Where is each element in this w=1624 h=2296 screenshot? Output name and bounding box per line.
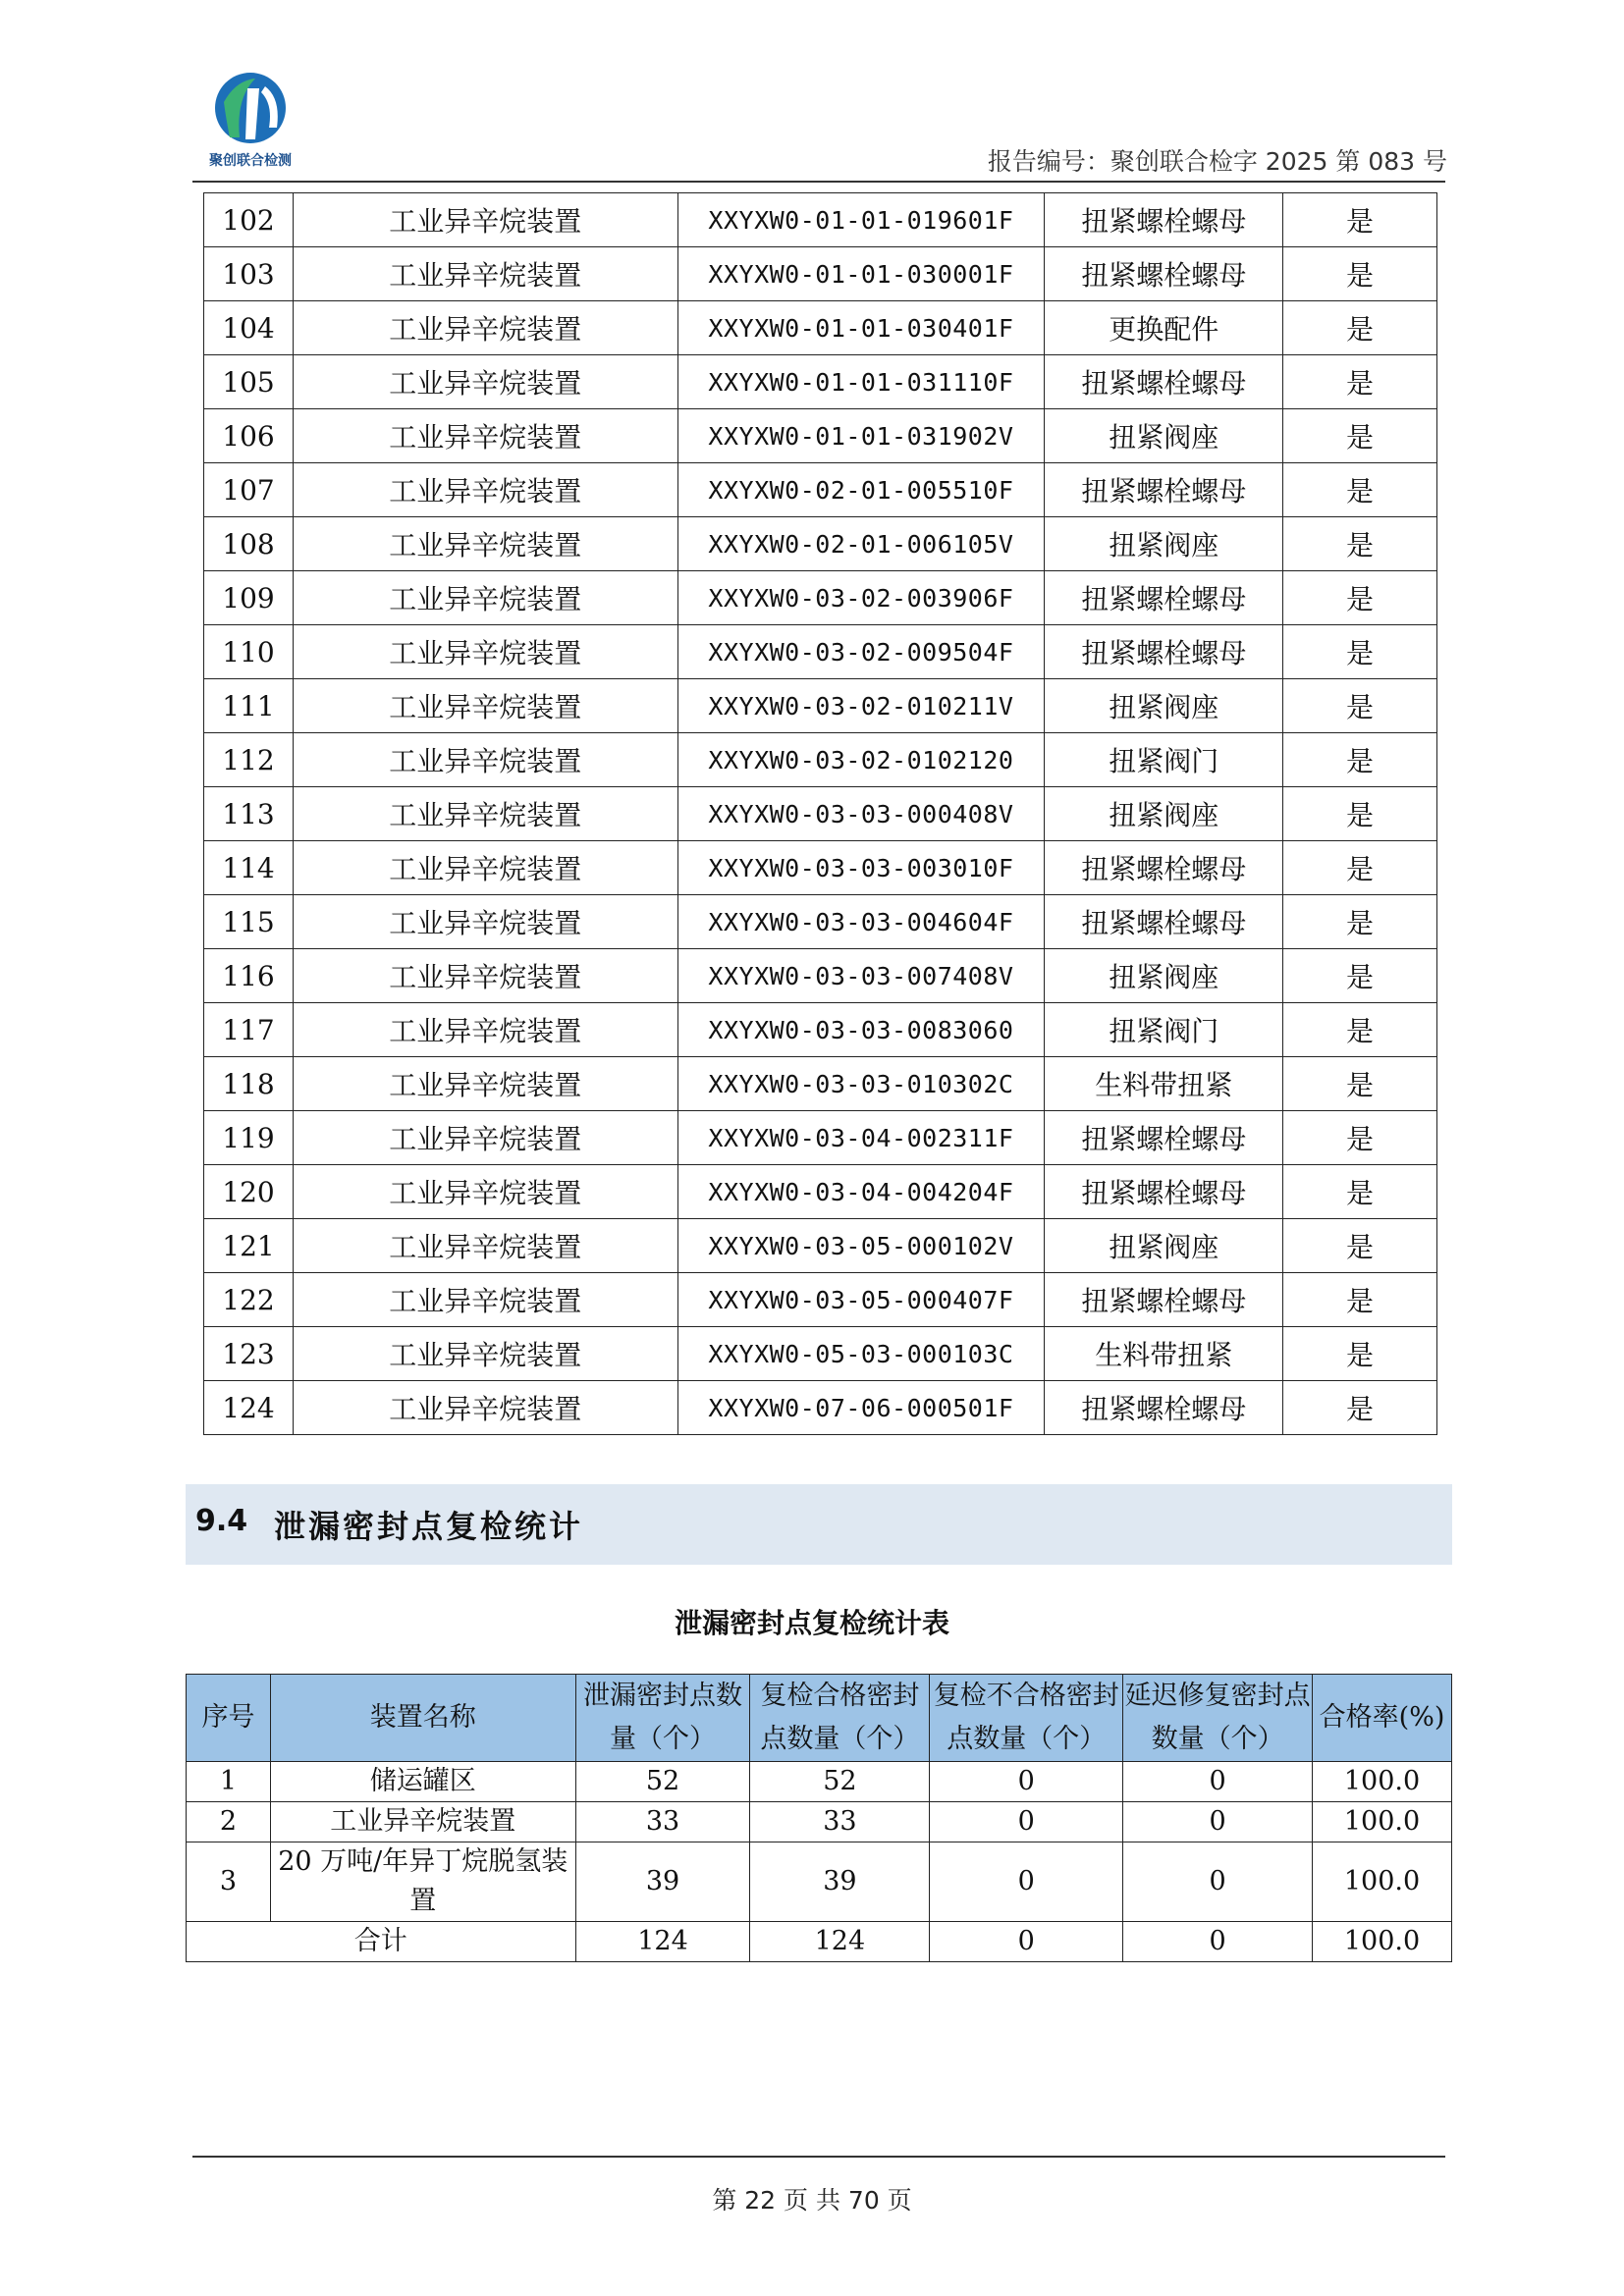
row-number: 104 bbox=[204, 301, 294, 355]
row-number: 115 bbox=[204, 895, 294, 949]
device-name: 工业异辛烷装置 bbox=[293, 1003, 677, 1057]
row-number: 102 bbox=[204, 193, 294, 247]
unqualified-count: 0 bbox=[930, 1762, 1123, 1802]
row-number: 111 bbox=[204, 679, 294, 733]
total-row bbox=[187, 1922, 1452, 1962]
repair-method: 扭紧阀座 bbox=[1045, 787, 1283, 841]
row-number: 112 bbox=[204, 733, 294, 787]
section-heading bbox=[186, 1484, 1452, 1565]
header-cell: 延迟修复密封点数量（个） bbox=[1123, 1675, 1313, 1762]
seal-point-code: XXYXW0-03-03-0083060 bbox=[677, 1003, 1045, 1057]
row-number: 121 bbox=[204, 1219, 294, 1273]
leak-count: 52 bbox=[575, 1762, 750, 1802]
table-row bbox=[204, 355, 1437, 409]
device-name: 工业异辛烷装置 bbox=[293, 1381, 677, 1435]
device-name: 工业异辛烷装置 bbox=[293, 1273, 677, 1327]
table-row bbox=[204, 949, 1437, 1003]
device-name: 工业异辛烷装置 bbox=[293, 571, 677, 625]
qualified-flag: 是 bbox=[1283, 1111, 1437, 1165]
table-row bbox=[204, 895, 1437, 949]
repair-method: 扭紧阀座 bbox=[1045, 1219, 1283, 1273]
seal-point-code: XXYXW0-03-03-003010F bbox=[677, 841, 1045, 895]
table-row bbox=[204, 247, 1437, 301]
table-row bbox=[204, 1381, 1437, 1435]
table-row bbox=[204, 1003, 1437, 1057]
pass-rate: 100.0 bbox=[1313, 1922, 1452, 1962]
table-row bbox=[204, 463, 1437, 517]
unqualified-count: 0 bbox=[930, 1922, 1123, 1962]
device-name: 工业异辛烷装置 bbox=[293, 247, 677, 301]
leak-count: 124 bbox=[575, 1922, 750, 1962]
seal-point-code: XXYXW0-03-04-002311F bbox=[677, 1111, 1045, 1165]
qualified-flag: 是 bbox=[1283, 895, 1437, 949]
qualified-flag: 是 bbox=[1283, 463, 1437, 517]
qualified-flag: 是 bbox=[1283, 301, 1437, 355]
repair-method: 扭紧阀座 bbox=[1045, 949, 1283, 1003]
page-number: 第 22 页 共 70 页 bbox=[712, 2186, 912, 2215]
row-number: 109 bbox=[204, 571, 294, 625]
row-number: 108 bbox=[204, 517, 294, 571]
delayed-count: 0 bbox=[1123, 1802, 1313, 1842]
repair-method: 扭紧螺栓螺母 bbox=[1045, 1111, 1283, 1165]
table-row bbox=[204, 409, 1437, 463]
device-name: 20 万吨/年异丁烷脱氢装置 bbox=[270, 1842, 575, 1922]
repair-method: 扭紧螺栓螺母 bbox=[1045, 355, 1283, 409]
seal-point-code: XXYXW0-01-01-030001F bbox=[677, 247, 1045, 301]
qualified-count: 33 bbox=[750, 1802, 930, 1842]
row-number: 107 bbox=[204, 463, 294, 517]
row-number: 103 bbox=[204, 247, 294, 301]
repair-method: 更换配件 bbox=[1045, 301, 1283, 355]
device-name: 工业异辛烷装置 bbox=[293, 517, 677, 571]
device-name: 工业异辛烷装置 bbox=[293, 895, 677, 949]
qualified-flag: 是 bbox=[1283, 1057, 1437, 1111]
section-number: 9.4 bbox=[195, 1504, 248, 1538]
table-row bbox=[204, 1057, 1437, 1111]
device-name: 工业异辛烷装置 bbox=[293, 1057, 677, 1111]
seal-point-code: XXYXW0-03-02-0102120 bbox=[677, 733, 1045, 787]
header-divider bbox=[192, 181, 1445, 183]
stats-table-caption: 泄漏密封点复检统计表 bbox=[674, 1607, 949, 1639]
repair-method: 扭紧阀门 bbox=[1045, 1003, 1283, 1057]
table-row bbox=[204, 625, 1437, 679]
qualified-flag: 是 bbox=[1283, 517, 1437, 571]
qualified-flag: 是 bbox=[1283, 1165, 1437, 1219]
device-name: 工业异辛烷装置 bbox=[293, 301, 677, 355]
delayed-count: 0 bbox=[1123, 1762, 1313, 1802]
stats-header-row bbox=[187, 1675, 1452, 1762]
table-row bbox=[204, 1165, 1437, 1219]
seal-point-code: XXYXW0-02-01-006105V bbox=[677, 517, 1045, 571]
repair-method: 扭紧螺栓螺母 bbox=[1045, 1381, 1283, 1435]
row-number: 118 bbox=[204, 1057, 294, 1111]
seal-point-code: XXYXW0-01-01-031902V bbox=[677, 409, 1045, 463]
unqualified-count: 0 bbox=[930, 1842, 1123, 1922]
repair-method: 扭紧螺栓螺母 bbox=[1045, 571, 1283, 625]
qualified-flag: 是 bbox=[1283, 1381, 1437, 1435]
seal-point-code: XXYXW0-03-03-010302C bbox=[677, 1057, 1045, 1111]
table-row bbox=[204, 193, 1437, 247]
company-logo bbox=[196, 69, 304, 177]
seal-point-code: XXYXW0-01-01-030401F bbox=[677, 301, 1045, 355]
table-row bbox=[204, 1219, 1437, 1273]
device-name: 工业异辛烷装置 bbox=[293, 787, 677, 841]
qualified-flag: 是 bbox=[1283, 1003, 1437, 1057]
leak-count: 39 bbox=[575, 1842, 750, 1922]
repair-method: 扭紧阀座 bbox=[1045, 679, 1283, 733]
delayed-count: 0 bbox=[1123, 1922, 1313, 1962]
repair-record-table bbox=[203, 192, 1437, 1435]
row-number: 106 bbox=[204, 409, 294, 463]
table-row bbox=[187, 1762, 1452, 1802]
device-name: 储运罐区 bbox=[270, 1762, 575, 1802]
seal-point-code: XXYXW0-03-03-000408V bbox=[677, 787, 1045, 841]
repair-method: 生料带扭紧 bbox=[1045, 1327, 1283, 1381]
qualified-flag: 是 bbox=[1283, 679, 1437, 733]
table-row bbox=[204, 571, 1437, 625]
repair-method: 扭紧阀门 bbox=[1045, 733, 1283, 787]
repair-method: 扭紧螺栓螺母 bbox=[1045, 625, 1283, 679]
svg-text:聚创联合检测: 聚创联合检测 bbox=[209, 153, 292, 169]
table-row bbox=[204, 1111, 1437, 1165]
repair-method: 扭紧螺栓螺母 bbox=[1045, 841, 1283, 895]
pass-rate: 100.0 bbox=[1313, 1762, 1452, 1802]
seal-point-code: XXYXW0-03-02-003906F bbox=[677, 571, 1045, 625]
row-number: 110 bbox=[204, 625, 294, 679]
qualified-flag: 是 bbox=[1283, 355, 1437, 409]
header-cell: 复检不合格密封点数量（个） bbox=[930, 1675, 1123, 1762]
qualified-flag: 是 bbox=[1283, 1327, 1437, 1381]
device-name: 工业异辛烷装置 bbox=[293, 1219, 677, 1273]
qualified-count: 52 bbox=[750, 1762, 930, 1802]
repair-method: 扭紧阀座 bbox=[1045, 409, 1283, 463]
repair-method: 扭紧螺栓螺母 bbox=[1045, 1165, 1283, 1219]
table-row bbox=[204, 517, 1437, 571]
table-row bbox=[204, 1327, 1437, 1381]
row-number: 116 bbox=[204, 949, 294, 1003]
repair-method: 扭紧螺栓螺母 bbox=[1045, 193, 1283, 247]
table-row bbox=[204, 733, 1437, 787]
repair-method: 扭紧阀座 bbox=[1045, 517, 1283, 571]
qualified-flag: 是 bbox=[1283, 247, 1437, 301]
seal-point-code: XXYXW0-05-03-000103C bbox=[677, 1327, 1045, 1381]
row-number: 113 bbox=[204, 787, 294, 841]
report-number: 报告编号：聚创联合检字 2025 第 083 号 bbox=[987, 147, 1447, 176]
qualified-flag: 是 bbox=[1283, 841, 1437, 895]
row-number: 114 bbox=[204, 841, 294, 895]
row-number: 123 bbox=[204, 1327, 294, 1381]
qualified-flag: 是 bbox=[1283, 733, 1437, 787]
qualified-flag: 是 bbox=[1283, 193, 1437, 247]
qualified-flag: 是 bbox=[1283, 409, 1437, 463]
seal-point-code: XXYXW0-03-04-004204F bbox=[677, 1165, 1045, 1219]
delayed-count: 0 bbox=[1123, 1842, 1313, 1922]
leak-count: 33 bbox=[575, 1802, 750, 1842]
device-name: 工业异辛烷装置 bbox=[293, 355, 677, 409]
row-number: 1 bbox=[187, 1762, 271, 1802]
device-name: 工业异辛烷装置 bbox=[293, 1165, 677, 1219]
repair-method: 扭紧螺栓螺母 bbox=[1045, 1273, 1283, 1327]
seal-point-code: XXYXW0-03-02-009504F bbox=[677, 625, 1045, 679]
qualified-flag: 是 bbox=[1283, 949, 1437, 1003]
total-label: 合计 bbox=[187, 1922, 576, 1962]
qualified-flag: 是 bbox=[1283, 625, 1437, 679]
seal-point-code: XXYXW0-03-03-004604F bbox=[677, 895, 1045, 949]
device-name: 工业异辛烷装置 bbox=[293, 625, 677, 679]
row-number: 119 bbox=[204, 1111, 294, 1165]
pass-rate: 100.0 bbox=[1313, 1802, 1452, 1842]
seal-point-code: XXYXW0-02-01-005510F bbox=[677, 463, 1045, 517]
header-cell: 泄漏密封点数量（个） bbox=[575, 1675, 750, 1762]
table-row bbox=[204, 679, 1437, 733]
qualified-count: 39 bbox=[750, 1842, 930, 1922]
pass-rate: 100.0 bbox=[1313, 1842, 1452, 1922]
device-name: 工业异辛烷装置 bbox=[293, 1327, 677, 1381]
header-cell: 复检合格密封点数量（个） bbox=[750, 1675, 930, 1762]
seal-point-code: XXYXW0-07-06-000501F bbox=[677, 1381, 1045, 1435]
row-number: 3 bbox=[187, 1842, 271, 1922]
device-name: 工业异辛烷装置 bbox=[293, 463, 677, 517]
row-number: 2 bbox=[187, 1802, 271, 1842]
row-number: 124 bbox=[204, 1381, 294, 1435]
header-cell: 序号 bbox=[187, 1675, 271, 1762]
table-row bbox=[204, 787, 1437, 841]
seal-point-code: XXYXW0-03-05-000407F bbox=[677, 1273, 1045, 1327]
row-number: 117 bbox=[204, 1003, 294, 1057]
qualified-flag: 是 bbox=[1283, 1219, 1437, 1273]
device-name: 工业异辛烷装置 bbox=[293, 841, 677, 895]
repair-method: 扭紧螺栓螺母 bbox=[1045, 463, 1283, 517]
repair-method: 生料带扭紧 bbox=[1045, 1057, 1283, 1111]
seal-point-code: XXYXW0-03-02-010211V bbox=[677, 679, 1045, 733]
row-number: 105 bbox=[204, 355, 294, 409]
section-title: 泄漏密封点复检统计 bbox=[274, 1508, 584, 1545]
stats-table bbox=[186, 1674, 1452, 1962]
row-number: 122 bbox=[204, 1273, 294, 1327]
header-cell: 装置名称 bbox=[270, 1675, 575, 1762]
device-name: 工业异辛烷装置 bbox=[293, 679, 677, 733]
table-row bbox=[187, 1802, 1452, 1842]
footer-divider bbox=[192, 2156, 1445, 2158]
repair-method: 扭紧螺栓螺母 bbox=[1045, 895, 1283, 949]
row-number: 120 bbox=[204, 1165, 294, 1219]
unqualified-count: 0 bbox=[930, 1802, 1123, 1842]
seal-point-code: XXYXW0-01-01-019601F bbox=[677, 193, 1045, 247]
seal-point-code: XXYXW0-03-05-000102V bbox=[677, 1219, 1045, 1273]
device-name: 工业异辛烷装置 bbox=[270, 1802, 575, 1842]
qualified-count: 124 bbox=[750, 1922, 930, 1962]
device-name: 工业异辛烷装置 bbox=[293, 193, 677, 247]
device-name: 工业异辛烷装置 bbox=[293, 949, 677, 1003]
repair-method: 扭紧螺栓螺母 bbox=[1045, 247, 1283, 301]
table-row bbox=[204, 841, 1437, 895]
header-cell: 合格率(%) bbox=[1313, 1675, 1452, 1762]
device-name: 工业异辛烷装置 bbox=[293, 1111, 677, 1165]
qualified-flag: 是 bbox=[1283, 1273, 1437, 1327]
qualified-flag: 是 bbox=[1283, 571, 1437, 625]
table-row bbox=[187, 1842, 1452, 1922]
table-row bbox=[204, 1273, 1437, 1327]
device-name: 工业异辛烷装置 bbox=[293, 733, 677, 787]
table-row bbox=[204, 301, 1437, 355]
seal-point-code: XXYXW0-03-03-007408V bbox=[677, 949, 1045, 1003]
qualified-flag: 是 bbox=[1283, 787, 1437, 841]
seal-point-code: XXYXW0-01-01-031110F bbox=[677, 355, 1045, 409]
device-name: 工业异辛烷装置 bbox=[293, 409, 677, 463]
